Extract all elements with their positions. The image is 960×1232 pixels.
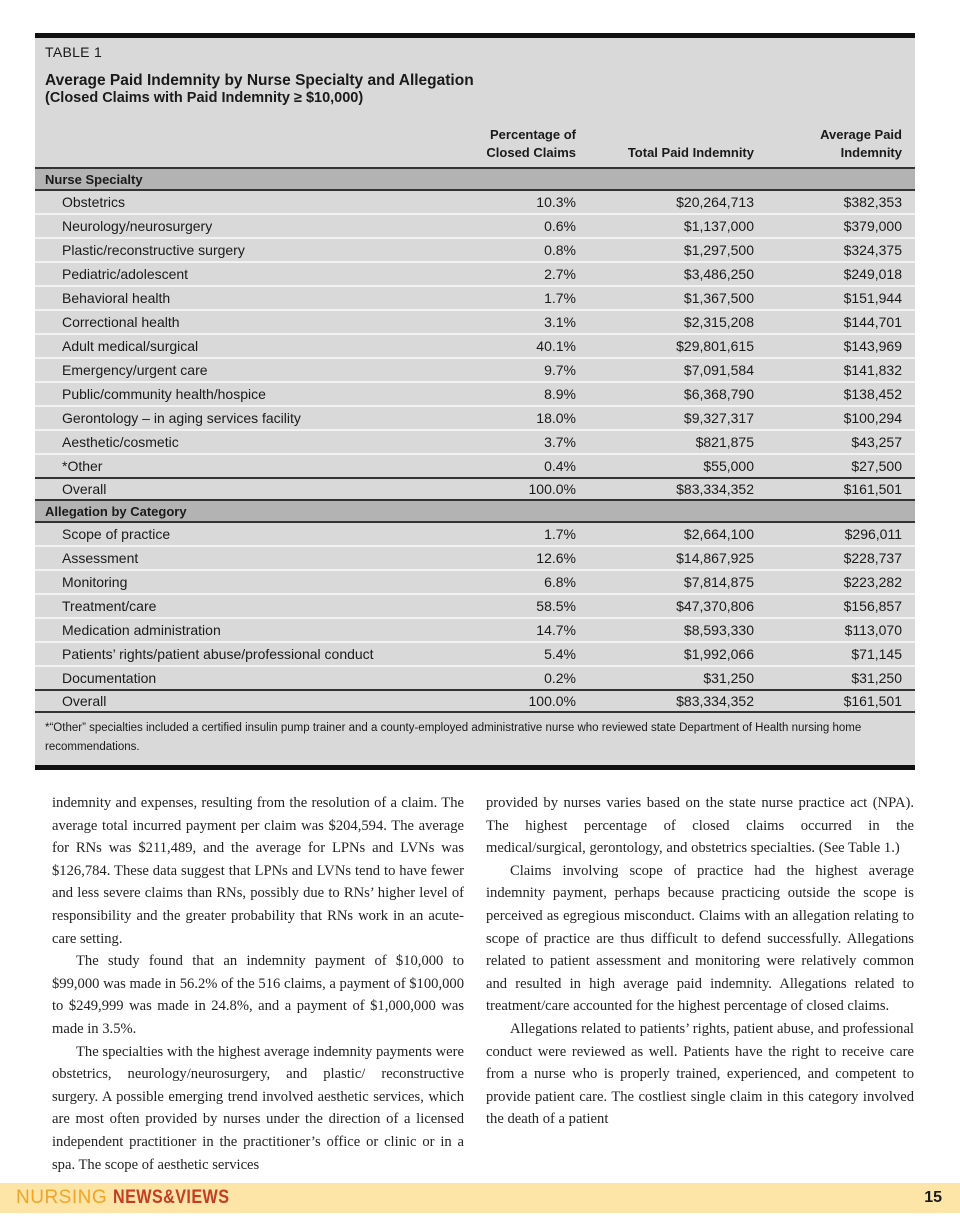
percentage-cell: 9.7% bbox=[544, 362, 576, 378]
row-label: Plastic/reconstructive surgery bbox=[62, 242, 245, 258]
total-cell: $3,486,250 bbox=[683, 266, 754, 282]
percentage-cell: 10.3% bbox=[536, 194, 576, 210]
table-row bbox=[35, 287, 915, 311]
paragraph: Claims involving scope of practice had the highest average indemnity payment, perhaps because practicing outside the scope is perceived as egregious misconduct. Claims with an allegation relating to scope of practice are thus difficult to defend successfully. Allegations related to patient assessment and monitoring were relatively common and resulted in high average paid indemnity. Allegations related to treatment/care accounted for the highest percentage of closed claims. bbox=[486, 862, 914, 1015]
row-label: Treatment/care bbox=[62, 598, 157, 614]
average-cell: $223,282 bbox=[843, 574, 902, 590]
average-cell: $382,353 bbox=[843, 194, 902, 210]
average-cell: $379,000 bbox=[843, 218, 902, 234]
page-number: 15 bbox=[924, 1189, 942, 1206]
page-footer bbox=[0, 1183, 960, 1213]
percentage-cell: 3.1% bbox=[544, 314, 576, 330]
table-label: TABLE 1 bbox=[45, 44, 103, 60]
column-headers bbox=[35, 107, 915, 169]
body-column-right bbox=[486, 792, 914, 1131]
average-cell: $156,857 bbox=[843, 598, 902, 614]
paragraph: indemnity and expenses, resulting from the resolution of a claim. The average total incurred payment per claim was $204,594. The average for RNs was $211,489, and the average for LPNs and LVNs was $126,784. These data suggest that LPNs and LVNs tend to have fewer and less severe claims than RNs, possibly due to RNs’ higher level of responsibility and the greater probability that RNs work in an acute-care setting. bbox=[52, 795, 464, 947]
table-row bbox=[35, 359, 915, 383]
average-cell: $161,501 bbox=[843, 481, 902, 497]
table-row bbox=[35, 547, 915, 571]
row-label: Assessment bbox=[62, 550, 139, 566]
average-cell: $324,375 bbox=[843, 242, 902, 258]
table-row bbox=[35, 239, 915, 263]
total-cell: $9,327,317 bbox=[683, 410, 754, 426]
header-average: Average Paid Indemnity bbox=[820, 127, 902, 160]
total-cell: $1,367,500 bbox=[683, 290, 754, 306]
row-label: Documentation bbox=[62, 670, 157, 686]
row-label: Neurology/neurosurgery bbox=[62, 218, 213, 234]
row-label: Medication administration bbox=[62, 622, 221, 638]
total-cell: $83,334,352 bbox=[676, 693, 754, 709]
percentage-cell: 2.7% bbox=[544, 266, 576, 282]
average-cell: $151,944 bbox=[843, 290, 902, 306]
average-cell: $113,070 bbox=[844, 622, 902, 638]
average-cell: $71,145 bbox=[851, 646, 902, 662]
table-row bbox=[35, 407, 915, 431]
row-label: Scope of practice bbox=[62, 526, 171, 542]
total-cell: $7,091,584 bbox=[683, 362, 754, 378]
total-cell: $55,000 bbox=[703, 458, 754, 474]
total-cell: $6,368,790 bbox=[683, 386, 754, 402]
average-cell: $249,018 bbox=[843, 266, 902, 282]
percentage-cell: 100.0% bbox=[528, 693, 576, 709]
table-row bbox=[35, 431, 915, 455]
row-label: Adult medical/surgical bbox=[62, 338, 199, 354]
table-row bbox=[35, 311, 915, 335]
total-cell: $2,664,100 bbox=[683, 526, 754, 542]
row-label: Public/community health/hospice bbox=[62, 386, 266, 402]
average-cell: $161,501 bbox=[843, 693, 902, 709]
percentage-cell: 40.1% bbox=[536, 338, 576, 354]
average-cell: $43,257 bbox=[851, 434, 902, 450]
average-cell: $296,011 bbox=[844, 526, 902, 542]
table-row bbox=[35, 571, 915, 595]
percentage-cell: 3.7% bbox=[544, 434, 576, 450]
section-header: Nurse Specialty bbox=[35, 169, 915, 191]
row-label: Behavioral health bbox=[62, 290, 171, 306]
total-cell: $1,992,066 bbox=[683, 646, 754, 662]
total-cell: $20,264,713 bbox=[676, 194, 754, 210]
table-subtitle: (Closed Claims with Paid Indemnity ≥ $10,000) bbox=[45, 90, 364, 106]
table-row bbox=[35, 667, 915, 691]
paragraph: The study found that an indemnity payment of $10,000 to $99,000 was made in 56.2% of the 516 claims, a payment of $100,000 to $249,999 was made in 24.8%, and a payment of $1,000,000 was made in 3.5%. bbox=[52, 953, 464, 1037]
percentage-cell: 1.7% bbox=[544, 526, 576, 542]
row-label: Obstetrics bbox=[62, 194, 126, 210]
table-row bbox=[35, 263, 915, 287]
average-cell: $100,294 bbox=[843, 410, 902, 426]
row-label: Overall bbox=[62, 693, 107, 709]
average-cell: $144,701 bbox=[843, 314, 902, 330]
row-label: Gerontology – in aging services facility bbox=[62, 410, 301, 426]
paragraph: Allegations related to patients’ rights, patient abuse, and professional conduct were reviewed as well. Patients have the right to receive care from a nurse who is properly trained, experienced, and competent to provide patient care. The costliest single claim in this category involved the death of a patient bbox=[486, 1020, 914, 1128]
total-cell: $1,137,000 bbox=[683, 218, 754, 234]
table-row bbox=[35, 643, 915, 667]
total-cell: $14,867,925 bbox=[676, 550, 754, 566]
percentage-cell: 0.2% bbox=[544, 670, 576, 686]
section-header: Allegation by Category bbox=[35, 501, 915, 523]
average-cell: $228,737 bbox=[843, 550, 902, 566]
row-label: Emergency/urgent care bbox=[62, 362, 208, 378]
table-row bbox=[35, 191, 915, 215]
percentage-cell: 0.8% bbox=[544, 242, 576, 258]
table-row bbox=[35, 215, 915, 239]
paragraph: The specialties with the highest average indemnity payments were obstetrics, neurology/neurosurgery, and plastic/ reconstructive surgery. A possible emerging trend involved aesthetic services, which are most often provided by nurses under the direction of a licensed independent practitioner in the practitioner’s office or clinic or in a spa. The scope of aesthetic services bbox=[52, 1043, 464, 1173]
total-cell: $2,315,208 bbox=[683, 314, 754, 330]
publication-logo: NURSING NEWS&VIEWS bbox=[16, 1187, 230, 1208]
table-title: Average Paid Indemnity by Nurse Specialty and Allegation bbox=[45, 72, 474, 89]
header-percentage: Percentage of Closed Claims bbox=[486, 127, 576, 160]
percentage-cell: 1.7% bbox=[544, 290, 576, 306]
percentage-cell: 18.0% bbox=[536, 410, 576, 426]
total-cell: $83,334,352 bbox=[676, 481, 754, 497]
total-cell: $31,250 bbox=[703, 670, 754, 686]
row-label: Correctional health bbox=[62, 314, 180, 330]
total-cell: $821,875 bbox=[695, 434, 754, 450]
row-label: Overall bbox=[62, 481, 107, 497]
average-cell: $31,250 bbox=[851, 670, 902, 686]
table-1 bbox=[35, 33, 915, 770]
percentage-cell: 58.5% bbox=[536, 598, 576, 614]
total-cell: $7,814,875 bbox=[683, 574, 754, 590]
percentage-cell: 100.0% bbox=[528, 481, 576, 497]
table-row bbox=[35, 523, 915, 547]
percentage-cell: 14.7% bbox=[536, 622, 576, 638]
row-label: *Other bbox=[62, 458, 103, 474]
percentage-cell: 12.6% bbox=[536, 550, 576, 566]
total-cell: $47,370,806 bbox=[676, 598, 754, 614]
table-row bbox=[35, 479, 915, 501]
average-cell: $143,969 bbox=[843, 338, 902, 354]
table-row bbox=[35, 383, 915, 407]
row-label: Aesthetic/cosmetic bbox=[62, 434, 179, 450]
average-cell: $27,500 bbox=[851, 458, 902, 474]
row-label: Pediatric/adolescent bbox=[62, 266, 189, 282]
table-row bbox=[35, 455, 915, 479]
table-footnote: *“Other” specialties included a certified insulin pump trainer and a county-employed administrative nurse who reviewed state Department of Health nursing home recommendations. bbox=[45, 722, 862, 753]
total-cell: $1,297,500 bbox=[683, 242, 754, 258]
total-cell: $29,801,615 bbox=[676, 338, 754, 354]
table-row bbox=[35, 595, 915, 619]
average-cell: $141,832 bbox=[843, 362, 902, 378]
row-label: Monitoring bbox=[62, 574, 128, 590]
row-label: Patients’ rights/patient abuse/professional conduct bbox=[62, 646, 374, 662]
total-cell: $8,593,330 bbox=[683, 622, 754, 638]
table-row bbox=[35, 691, 915, 713]
percentage-cell: 6.8% bbox=[544, 574, 576, 590]
header-total: Total Paid Indemnity bbox=[627, 145, 754, 160]
percentage-cell: 0.4% bbox=[544, 458, 576, 474]
percentage-cell: 5.4% bbox=[544, 646, 576, 662]
paragraph: provided by nurses varies based on the state nurse practice act (NPA). The highest percentage of closed claims occurred in the medical/surgical, gerontology, and obstetrics specialties. (See Table 1.) bbox=[486, 795, 914, 857]
percentage-cell: 8.9% bbox=[544, 386, 576, 402]
table-row bbox=[35, 619, 915, 643]
percentage-cell: 0.6% bbox=[544, 218, 576, 234]
body-column-left bbox=[52, 792, 464, 1176]
average-cell: $138,452 bbox=[843, 386, 902, 402]
table-row bbox=[35, 335, 915, 359]
